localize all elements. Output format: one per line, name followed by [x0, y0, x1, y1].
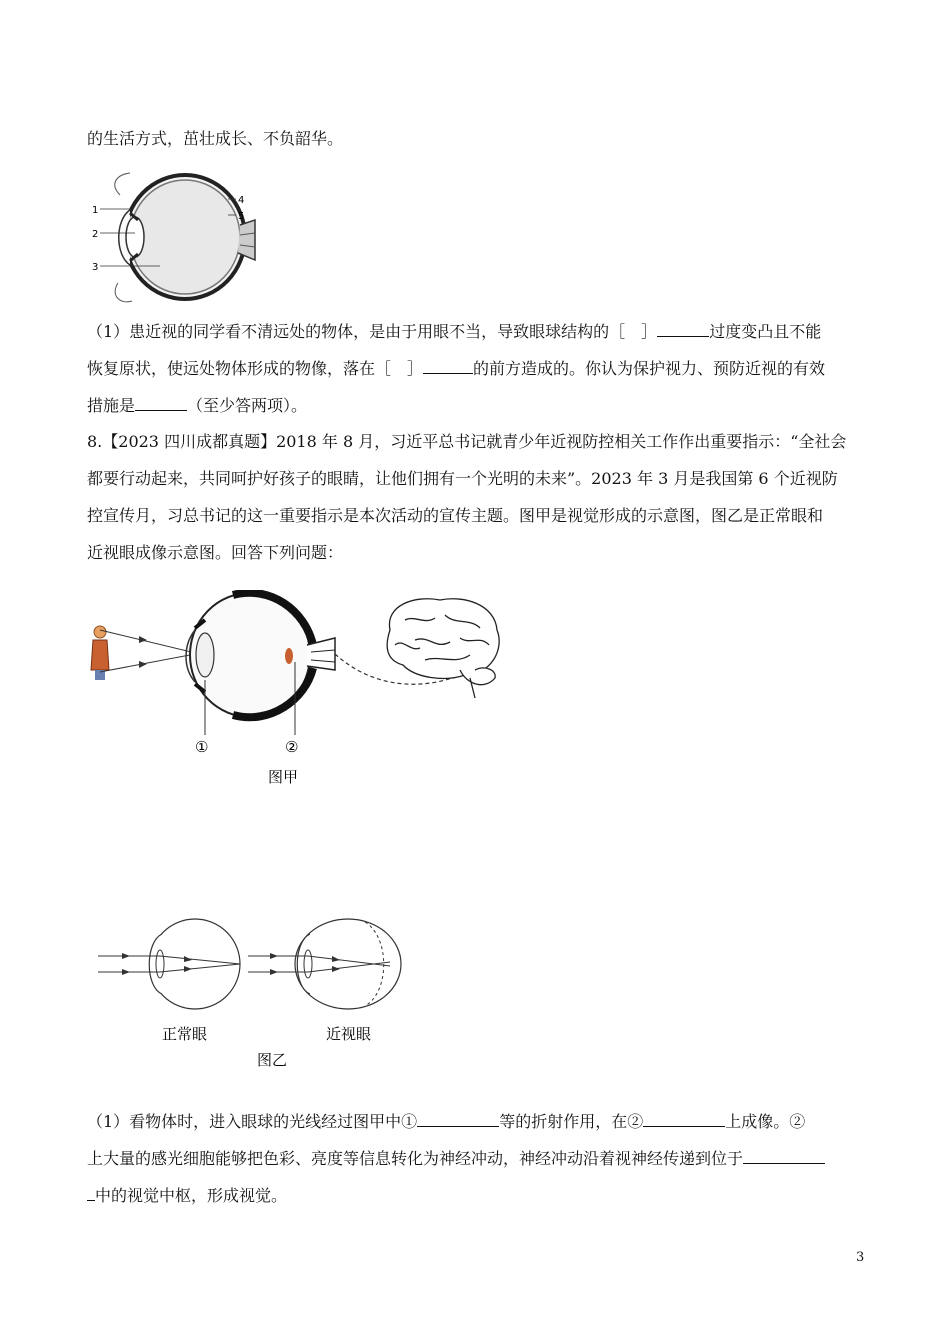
q8-1-text-a: （1）看物体时，进入眼球的光线经过图甲中①: [87, 1112, 418, 1131]
q7-1-text-c: 恢复原状，使远处物体形成的物像，落在［ ］: [87, 359, 424, 378]
q8-1-line2: [87, 1147, 825, 1170]
figure-jia-label-1: ①: [195, 738, 209, 756]
q8-line2: 都要行动起来，共同呵护好孩子的眼睛，让他们拥有一个光明的未来”。2023 年 3 月是我国第 6 个近视防: [87, 469, 838, 488]
q8-1-text-b: 等的折射作用，在②: [499, 1112, 644, 1131]
q8-line1: 8.【2023 四川成都真题】2018 年 8 月，习近平总书记就青少年近视防控相关工作作出重要指示：“全社会: [87, 432, 847, 451]
q7-1-text-e: 措施是: [87, 396, 136, 415]
figure-jia-caption: 图甲: [268, 768, 299, 786]
brain-icon: [387, 599, 499, 698]
figure-jia-visual-formation: [85, 590, 515, 800]
q8-1-text-c: 上成像。②: [725, 1112, 806, 1131]
normal-eye-label: 正常眼: [162, 1025, 208, 1043]
q8-line4: 近视眼成像示意图。回答下列问题：: [87, 543, 344, 562]
page-number: 3: [856, 1250, 865, 1265]
myopic-eye-label: 近视眼: [326, 1025, 372, 1043]
q7-1-line2: [87, 357, 825, 380]
q7-1-text-d: 的前方造成的。你认为保护视力、预防近视的有效: [473, 359, 826, 378]
answer-blank[interactable]: [423, 357, 473, 374]
answer-blank[interactable]: [657, 320, 709, 337]
q7-1-line1: [87, 320, 821, 343]
q7-1-text-a: （1）患近视的同学看不清远处的物体，是由于用眼不当，导致眼球结构的［ ］: [87, 322, 658, 341]
answer-blank[interactable]: [135, 394, 187, 411]
eye-anatomy-diagram: [90, 165, 265, 310]
myopic-eye-diagram: [248, 919, 401, 1009]
figure-yi-eye-comparison: [90, 912, 420, 1077]
answer-blank[interactable]: [417, 1110, 499, 1127]
answer-blank[interactable]: [743, 1147, 825, 1164]
eye-label-5: 5: [238, 211, 245, 222]
q8-1-line1: [87, 1110, 805, 1133]
q8-line3: 控宣传月，习总书记的这一重要指示是本次活动的宣传主题。图甲是视觉形成的示意图，图乙是正常眼和: [87, 506, 824, 525]
figure-jia-label-2: ②: [285, 738, 299, 756]
q7-1-text-f: （至少答两项）。: [187, 396, 308, 415]
intro-text: 的生活方式，茁壮成长、不负韶华。: [87, 129, 344, 148]
q7-1-line3: [87, 394, 307, 417]
answer-blank[interactable]: [643, 1110, 725, 1127]
q7-1-text-b: 过度变凸且不能: [709, 322, 822, 341]
normal-eye-diagram: [98, 919, 240, 1009]
eye-label-2: 2: [92, 229, 99, 240]
eye-label-4: 4: [238, 195, 245, 206]
q8-1-line3: [87, 1184, 287, 1207]
q8-1-text-e: 中的视觉中枢，形成视觉。: [95, 1186, 288, 1205]
figure-yi-caption: 图乙: [257, 1051, 288, 1069]
q8-1-text-d: 上大量的感光细胞能够把色彩、亮度等信息转化为神经冲动，神经冲动沿着视神经传递到位于: [87, 1149, 744, 1168]
eye-label-1: 1: [92, 205, 99, 216]
answer-blank[interactable]: [87, 1184, 95, 1201]
eye-label-3: 3: [92, 262, 99, 273]
